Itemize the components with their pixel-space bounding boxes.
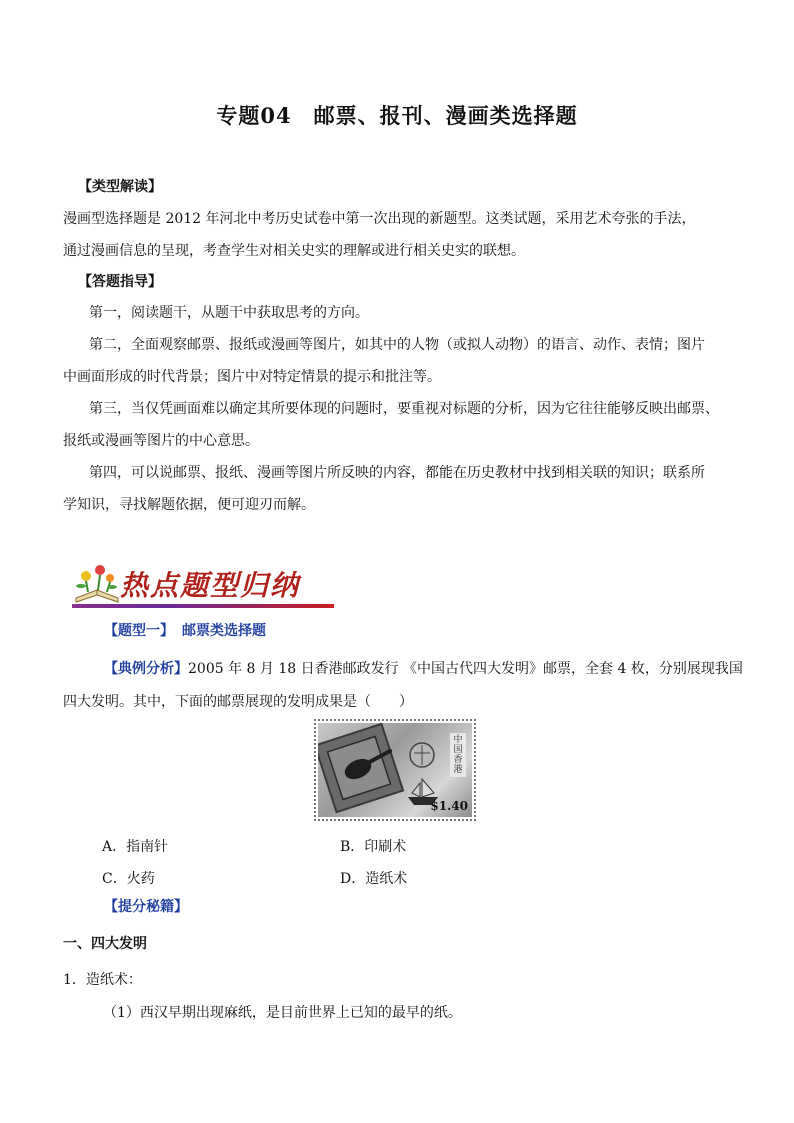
option-a: A．指南针 (102, 839, 169, 855)
item-papermaking: 1．造纸术： (63, 972, 142, 988)
guide-p3b: 报纸或漫画等图片的中心意思。 (63, 433, 259, 449)
stamp-country-label: 中国香港 (450, 733, 466, 777)
guide-p2b: 中画面形成的时代背景；图片中对特定情景的提示和批注等。 (63, 369, 441, 385)
type-reading-line-1: 漫画型选择题是 2012 年河北中考历史试卷中第一次出现的新题型。这类试题，采用艺术夸张的手法， (63, 211, 696, 227)
banner-underline (72, 604, 334, 608)
example-line-1 (104, 662, 772, 676)
type-reading-line-2: 通过漫画信息的呈现，考查学生对相关史实的理解或进行相关史实的联想。 (63, 243, 525, 259)
example-text-1: 2005 年 8 月 18 日香港邮政发行 《中国古代四大发明》邮票，全套 4 枚，分别展现我国 (188, 661, 743, 677)
guide-heading: 【答题指导】 (78, 274, 162, 290)
guide-p4a: 第四，可以说邮票、报纸、漫画等图片所反映的内容，都能在历史教材中找到相关联的知识；联系所 (89, 465, 705, 481)
item-papermaking-1: （1）西汉早期出现麻纸，是目前世界上已知的最早的纸。 (103, 1005, 462, 1021)
guide-p2a: 第二，全面观察邮票、报纸或漫画等图片，如其中的人物（或拟人动物）的语言、动作、表情；图片 (89, 337, 705, 353)
section-four-inventions: 一、四大发明 (63, 936, 147, 952)
option-c: C．火药 (102, 871, 155, 887)
hot-topic-banner (72, 560, 334, 612)
example-tag: 【典例分析】 (104, 661, 188, 677)
option-b: B．印刷术 (340, 839, 407, 855)
book-flower-icon (72, 560, 122, 606)
stamp-image (314, 719, 476, 821)
page-title: 专题04 邮票、报刊、漫画类选择题 (216, 103, 578, 128)
type-reading-heading: 【类型解读】 (78, 179, 162, 195)
example-line-2: 四大发明。其中，下面的邮票展现的发明成果是（ ） (63, 694, 413, 710)
type-one-heading (104, 624, 772, 638)
stamp-price: $1.40 (430, 799, 468, 813)
type-one-label: 邮票类选择题 (182, 623, 266, 639)
banner-text: 热点题型归纳 (120, 569, 301, 602)
option-d: D．造纸术 (340, 871, 408, 887)
type-one-tag: 【题型一】 (104, 623, 174, 639)
guide-p3a: 第三，当仅凭画面难以确定其所要体现的问题时，要重视对标题的分析，因为它往往能够反映出邮票、 (89, 401, 719, 417)
tips-heading: 【提分秘籍】 (104, 899, 188, 915)
guide-p1: 第一，阅读题干，从题干中获取思考的方向。 (89, 305, 369, 321)
guide-p4b: 学知识，寻找解题依据，便可迎刃而解。 (63, 497, 315, 513)
